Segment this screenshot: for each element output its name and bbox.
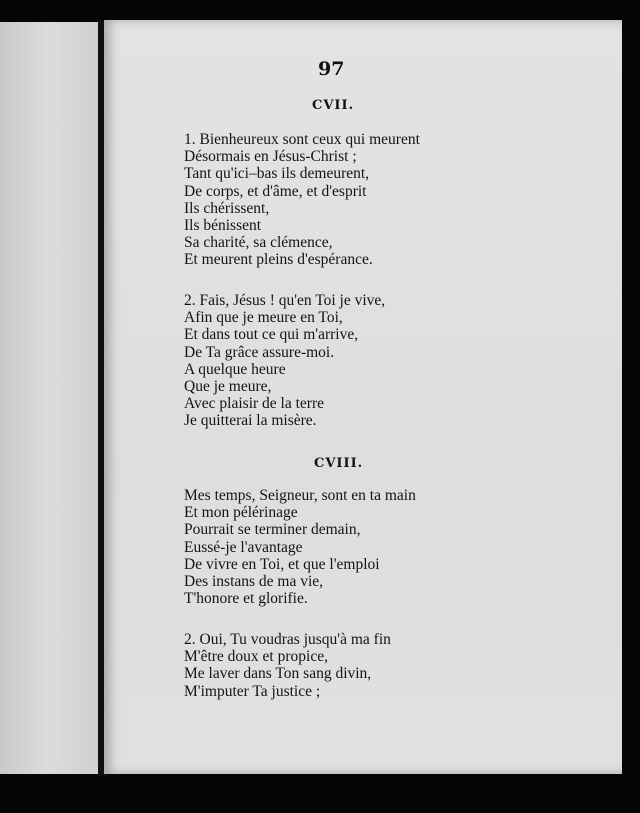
verse-line: Mes temps, Seigneur, sont en ta main [184, 487, 416, 504]
verse-line: Pourrait se terminer demain, [184, 521, 361, 539]
verse-line: M'imputer Ta justice ; [184, 682, 321, 700]
left-page-edge [0, 22, 98, 774]
verse-line: Je quitterai la misère. [184, 412, 317, 430]
page-number: 97 [318, 58, 345, 80]
verse-line: 2. Fais, Jésus ! qu'en Toi je vive, [184, 292, 386, 309]
verse-line: Ils bénissent [184, 217, 262, 235]
verse-line: Que je meure, [184, 378, 272, 396]
verse-line: Avec plaisir de la terre [184, 395, 324, 413]
verse-line: Tant qu'ici–bas ils demeurent, [184, 165, 370, 183]
verse-line: 2. Oui, Tu voudras jusqu'à ma fin [184, 631, 391, 648]
verse-line: Sa charité, sa clémence, [184, 234, 333, 252]
verse-line: Me laver dans Ton sang divin, [184, 665, 372, 683]
verse-line: Ils chérissent, [184, 199, 270, 217]
verse-line: Et meurent pleins d'espérance. [184, 251, 373, 269]
verse-line: 1. Bienheureux sont ceux qui meurent [184, 131, 420, 148]
verse-line: De corps, et d'âme, et d'esprit [184, 182, 367, 200]
verse-line: Et mon pélérinage [184, 504, 298, 522]
verse-line: De Ta grâce assure-moi. [184, 343, 335, 361]
verse-line: Et dans tout ce qui m'arrive, [184, 326, 359, 344]
verse-line: A quelque heure [184, 360, 286, 378]
verse-line: Afin que je meure en Toi, [184, 309, 343, 327]
hymn-heading-cvii: CVII. [312, 98, 355, 113]
verse-line: Eussé-je l'avantage [184, 538, 303, 556]
hymn-heading-cviii: CVIII. [314, 456, 364, 471]
hymn-cviii-verse-1 [184, 487, 416, 607]
hymn-cvii-verse-2 [184, 292, 385, 430]
verse-line: T'honore et glorifie. [184, 590, 308, 608]
verse-line: M'être doux et propice, [184, 648, 328, 666]
verse-line: De vivre en Toi, et que l'emploi [184, 555, 380, 573]
hymn-cviii-verse-2 [184, 631, 391, 700]
verse-line: Désormais en Jésus-Christ ; [184, 148, 357, 166]
hymn-cvii-verse-1 [184, 131, 420, 269]
verse-line: Des instans de ma vie, [184, 573, 324, 591]
